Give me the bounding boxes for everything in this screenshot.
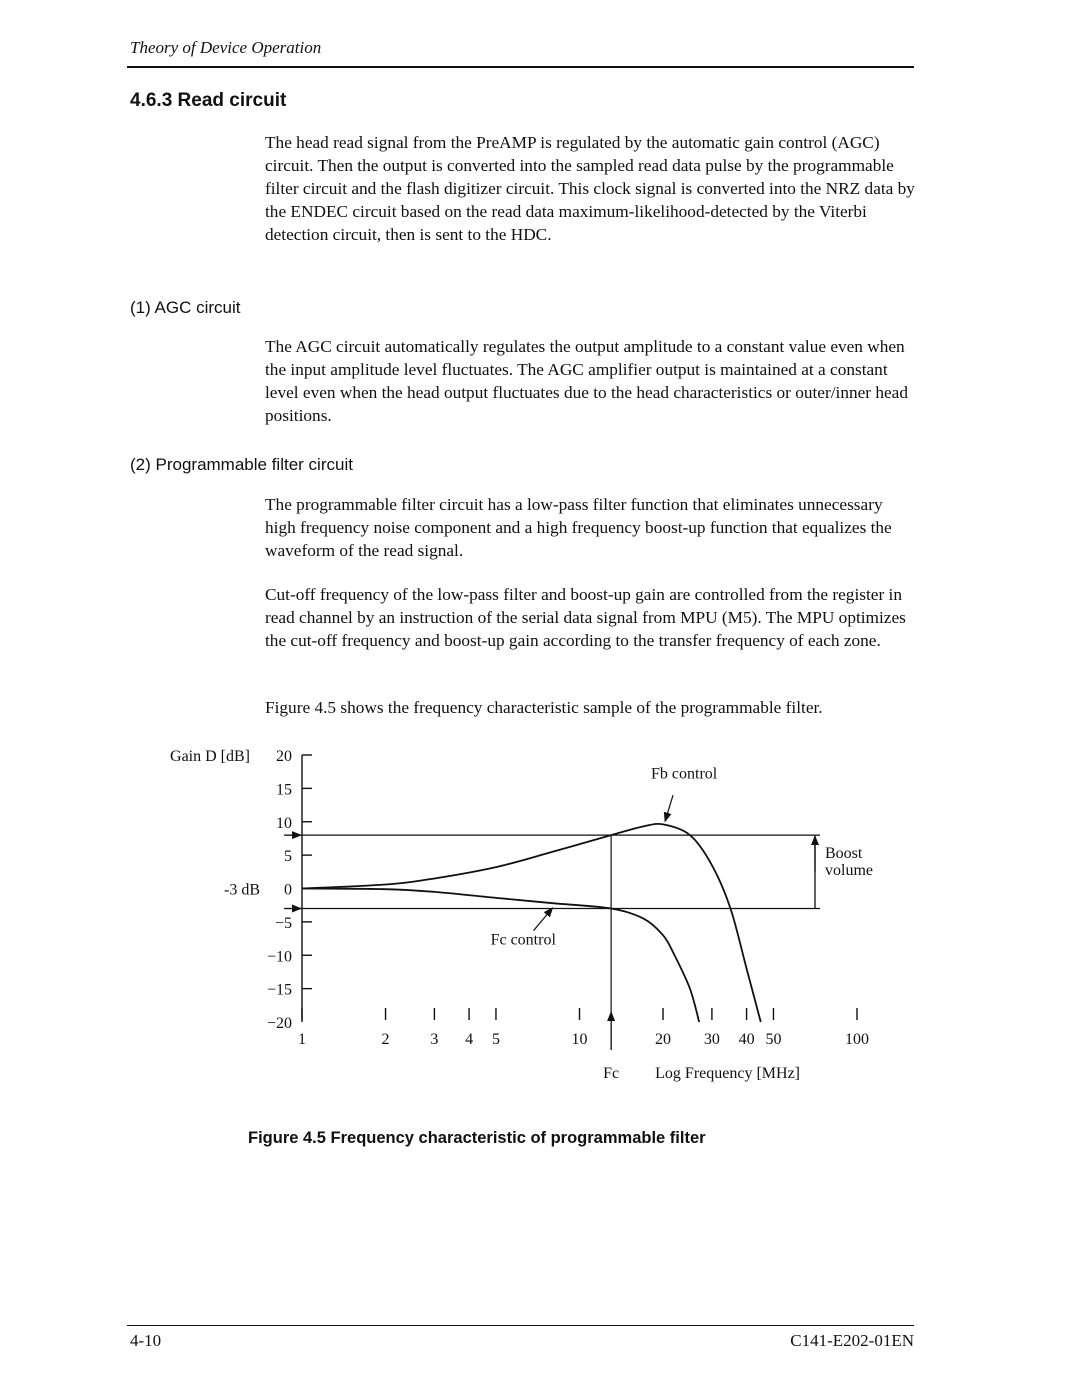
x-tick-label: 100	[845, 1031, 869, 1048]
x-tick-label: 10	[571, 1031, 588, 1048]
x-tick-label: 30	[703, 1031, 720, 1048]
x-tick-label: 40	[738, 1031, 755, 1048]
frequency-chart	[150, 740, 910, 1090]
y-axis-title: Gain D [dB]	[170, 748, 250, 765]
x-tick-label: 20	[655, 1031, 672, 1048]
y-tick-label: −20	[266, 1015, 292, 1032]
y-tick-label: 20	[276, 748, 292, 765]
y-tick-label: 0	[284, 881, 292, 899]
y-tick-label: 10	[276, 814, 292, 832]
x-tick-label: 4	[465, 1031, 474, 1048]
fb-control-arrow	[665, 795, 673, 821]
x-tick-label: 2	[381, 1031, 390, 1048]
x-tick-label: 50	[765, 1031, 782, 1048]
minus-3db-label: -3 dB	[224, 881, 260, 899]
figure-reference: Figure 4.5 shows the frequency characteristic sample of the programmable filter.	[265, 698, 823, 717]
filter-paragraph-2: Cut-off frequency of the low-pass filter and boost-up gain are controlled from the register in read channel by an instruction of the serial data signal from MPU (M5). The MPU optimizes the cut-off frequency and boost-up gain according to the transfer frequency of each zone.	[265, 585, 906, 650]
y-tick-label: −10	[266, 948, 292, 966]
x-tick-label: 1	[298, 1031, 306, 1048]
filter-paragraph-1: The programmable filter circuit has a low-pass filter function that eliminates unnecessary high frequency noise component and a high frequency boost-up function that equalizes the waveform of the read signal.	[265, 495, 892, 560]
document-code: C141-E202-01EN	[790, 1331, 914, 1350]
page-number: 4-10	[130, 1331, 162, 1350]
header-rule	[127, 66, 914, 68]
boost-label: Boost	[825, 844, 863, 862]
fc-label: Fc	[603, 1065, 620, 1082]
y-tick-label: 5	[284, 848, 292, 866]
intro-paragraph: The head read signal from the PreAMP is regulated by the automatic gain control (AGC) circuit. Then the output is converted into the sampled read data pulse by the programmable filter circuit and the flash digitizer circuit. This clock signal is converted into the NRZ data by the ENDEC circuit based on the read data maximum-likelihood-detected by the Viterbi detection circuit, then is sent to the HDC.	[265, 133, 915, 244]
x-axis-title: Log Frequency [MHz]	[655, 1065, 800, 1082]
section-title: 4.6.3 Read circuit	[130, 90, 287, 111]
y-tick-label: −5	[274, 914, 292, 932]
fc-control-label: Fc control	[490, 931, 556, 949]
agc-heading: (1) AGC circuit	[130, 298, 241, 317]
fb-control-label: Fb control	[651, 765, 718, 783]
agc-paragraph: The AGC circuit automatically regulates the output amplitude to a constant value even when the input amplitude level fluctuates. The AGC amplifier output is maintained at a constant level even when the head output fluctuates due to the head characteristics or outer/inner head positions.	[265, 337, 908, 425]
x-tick-label: 5	[491, 1031, 500, 1048]
footer-rule	[127, 1325, 914, 1326]
running-header: Theory of Device Operation	[130, 38, 322, 57]
x-tick-label: 3	[430, 1031, 439, 1048]
figure-caption: Figure 4.5 Frequency characteristic of programmable filter	[248, 1129, 706, 1147]
filter-heading: (2) Programmable filter circuit	[130, 455, 353, 474]
volume-label: volume	[825, 862, 873, 880]
fc-control-arrow	[534, 908, 553, 931]
y-tick-label: −15	[266, 981, 292, 999]
y-tick-label: 15	[276, 781, 292, 799]
